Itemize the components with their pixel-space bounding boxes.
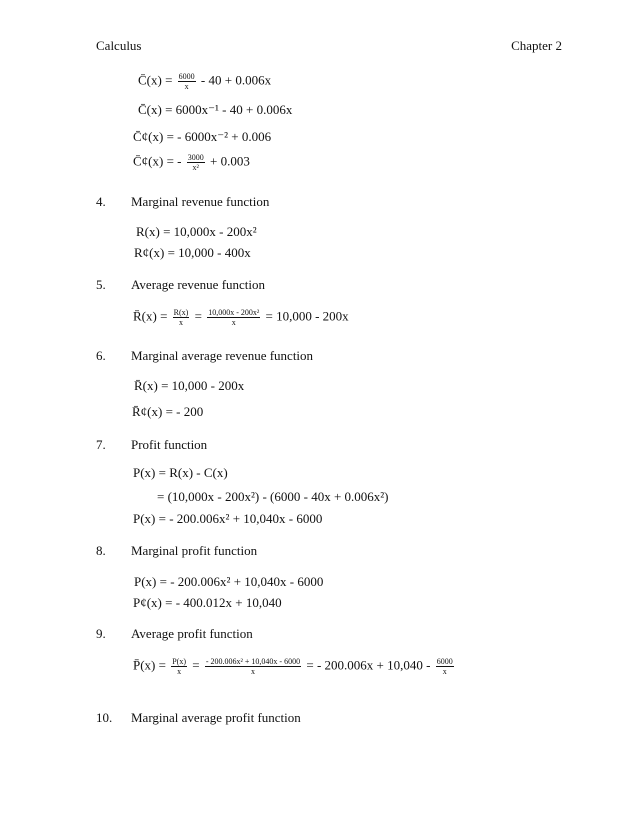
s5-eq xyxy=(133,308,349,327)
section-7-number: 7. xyxy=(96,437,106,452)
s5-rhs: = 10,000 - 200x xyxy=(265,308,349,324)
s4-eq-1: R(x) = 10,000x - 200x² xyxy=(136,224,257,239)
section-7-title: Profit function xyxy=(131,437,208,452)
cbar-eq-1-num: 6000 xyxy=(178,72,195,81)
s9-frac-3-num: 6000 xyxy=(436,657,453,666)
cbar-eq-4-lhs: C̄¢(x) = - xyxy=(133,153,182,169)
cbar-eq-4 xyxy=(133,153,250,172)
s4-eq-2: R¢(x) = 10,000 - 400x xyxy=(134,245,251,260)
s8-eq-2: P¢(x) = - 400.012x + 10,040 xyxy=(133,595,282,610)
s5-frac-2-num: 10,000x - 200x² xyxy=(208,308,260,317)
s5-frac-2 xyxy=(207,308,260,327)
cbar-eq-3: C̄¢(x) = - 6000x⁻² + 0.006 xyxy=(133,129,272,144)
header-chapter: Chapter 2 xyxy=(511,38,562,53)
cbar-eq-4-den: x² xyxy=(192,163,199,172)
section-5-title: Average revenue function xyxy=(131,277,266,292)
cbar-eq-2: C̄(x) = 6000x⁻¹ - 40 + 0.006x xyxy=(138,102,293,117)
s9-rhs: = - 200.006x + 10,040 - xyxy=(306,657,431,673)
section-9-title: Average profit function xyxy=(131,626,253,641)
s9-frac-1-num: P(x) xyxy=(172,657,187,666)
section-5-number: 5. xyxy=(96,277,106,292)
s9-frac-1 xyxy=(171,657,187,676)
s5-equals: = xyxy=(194,308,202,324)
section-6-number: 6. xyxy=(96,348,106,363)
cbar-eq-1-frac xyxy=(178,72,196,91)
cbar-eq-1-den: x xyxy=(184,82,189,91)
s5-frac-1-num: R(x) xyxy=(173,308,189,317)
s9-eq xyxy=(133,657,456,676)
section-8-number: 8. xyxy=(96,543,106,558)
s8-eq-1: P(x) = - 200.006x² + 10,040x - 6000 xyxy=(134,574,324,589)
s7-eq-2: = (10,000x - 200x²) - (6000 - 40x + 0.006x²) xyxy=(157,489,389,504)
s9-frac-1-den: x xyxy=(177,667,182,676)
s9-lhs: P̄(x) = xyxy=(133,657,166,673)
section-9-number: 9. xyxy=(96,626,106,641)
cbar-eq-1-lhs: C̄(x) = xyxy=(138,72,173,88)
section-10-number: 10. xyxy=(96,710,113,725)
s6-eq-2: R̄¢(x) = - 200 xyxy=(132,404,204,419)
section-8-title: Marginal profit function xyxy=(131,543,258,558)
s5-frac-2-den: x xyxy=(231,318,236,327)
s9-frac-3-den: x xyxy=(442,667,447,676)
s6-eq-1: R̄(x) = 10,000 - 200x xyxy=(134,378,245,393)
section-4-number: 4. xyxy=(96,194,106,209)
s9-equals: = xyxy=(192,657,200,673)
s9-frac-2-num: - 200.006x² + 10,040x - 6000 xyxy=(205,657,301,666)
cbar-eq-4-rhs: + 0.003 xyxy=(210,153,250,169)
s7-eq-1: P(x) = R(x) - C(x) xyxy=(133,465,228,480)
section-4-title: Marginal revenue function xyxy=(131,194,270,209)
s9-frac-3 xyxy=(436,657,454,676)
section-10-title: Marginal average profit function xyxy=(131,710,301,725)
s5-lhs: R̄(x) = xyxy=(133,308,168,324)
cbar-eq-1 xyxy=(138,72,271,91)
cbar-eq-4-frac xyxy=(187,153,205,172)
s9-frac-2 xyxy=(205,657,301,676)
section-6-title: Marginal average revenue function xyxy=(131,348,314,363)
header-title: Calculus xyxy=(96,38,142,53)
s5-frac-1-den: x xyxy=(179,318,183,327)
s9-frac-2-den: x xyxy=(250,667,255,676)
s5-frac-1 xyxy=(173,308,190,327)
cbar-eq-1-rhs: - 40 + 0.006x xyxy=(200,72,272,88)
cbar-eq-4-num: 3000 xyxy=(187,153,204,162)
s7-eq-3: P(x) = - 200.006x² + 10,040x - 6000 xyxy=(133,511,323,526)
